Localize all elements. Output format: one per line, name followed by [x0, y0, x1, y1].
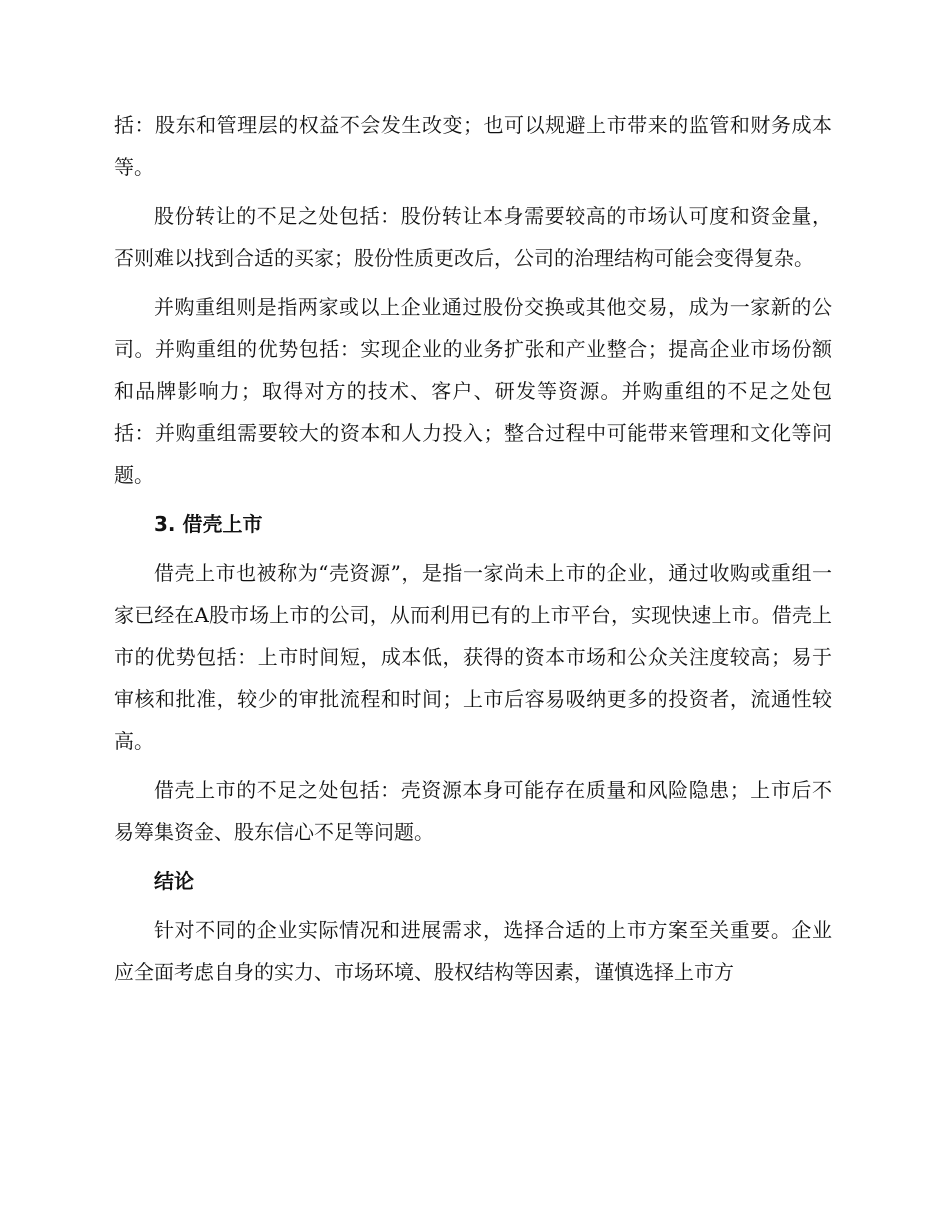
paragraph-merger-restructuring: 并购重组则是指两家或以上企业通过股份交换或其他交易，成为一家新的公司。并购重组的优势包括：实现企业的业务扩张和产业整合；提高企业市场份额和品牌影响力；取得对方的技术、客户、研发等资源。并购重组的不足之处包括：并购重组需要较大的资本和人力投入；整合过程中可能带来管理和文化等问题。: [114, 295, 832, 487]
paragraph-share-transfer-drawbacks: 股份转让的不足之处包括：股份转让本身需要较高的市场认可度和资金量，否则难以找到合适的买家；股份性质更改后，公司的治理结构可能会变得复杂。: [114, 204, 832, 270]
paragraph-continuation: 括：股东和管理层的权益不会发生改变；也可以规避上市带来的监管和财务成本等。: [114, 113, 832, 179]
paragraph-backdoor-listing-drawbacks: 借壳上市的不足之处包括：壳资源本身可能存在质量和风险隐患；上市后不易筹集资金、股东信心不足等问题。: [114, 778, 832, 844]
paragraph-backdoor-listing-advantages: 借壳上市也被称为“壳资源”，是指一家尚未上市的企业，通过收购或重组一家已经在A股市场上市的公司，从而利用已有的上市平台，实现快速上市。借壳上市的优势包括：上市时间短，成本低，获得的资本市场和公众关注度较高；易于审核和批准，较少的审批流程和时间；上市后容易吸纳更多的投资者，流通性较高。: [114, 561, 832, 753]
document-page: [114, 104, 832, 1000]
section-heading-backdoor-listing: 3. 借壳上市: [154, 512, 263, 536]
section-heading-conclusion: 结论: [154, 869, 194, 893]
paragraph-conclusion: 针对不同的企业实际情况和进展需求，选择合适的上市方案至关重要。企业应全面考虑自身的实力、市场环境、股权结构等因素，谨慎选择上市方: [114, 918, 832, 984]
